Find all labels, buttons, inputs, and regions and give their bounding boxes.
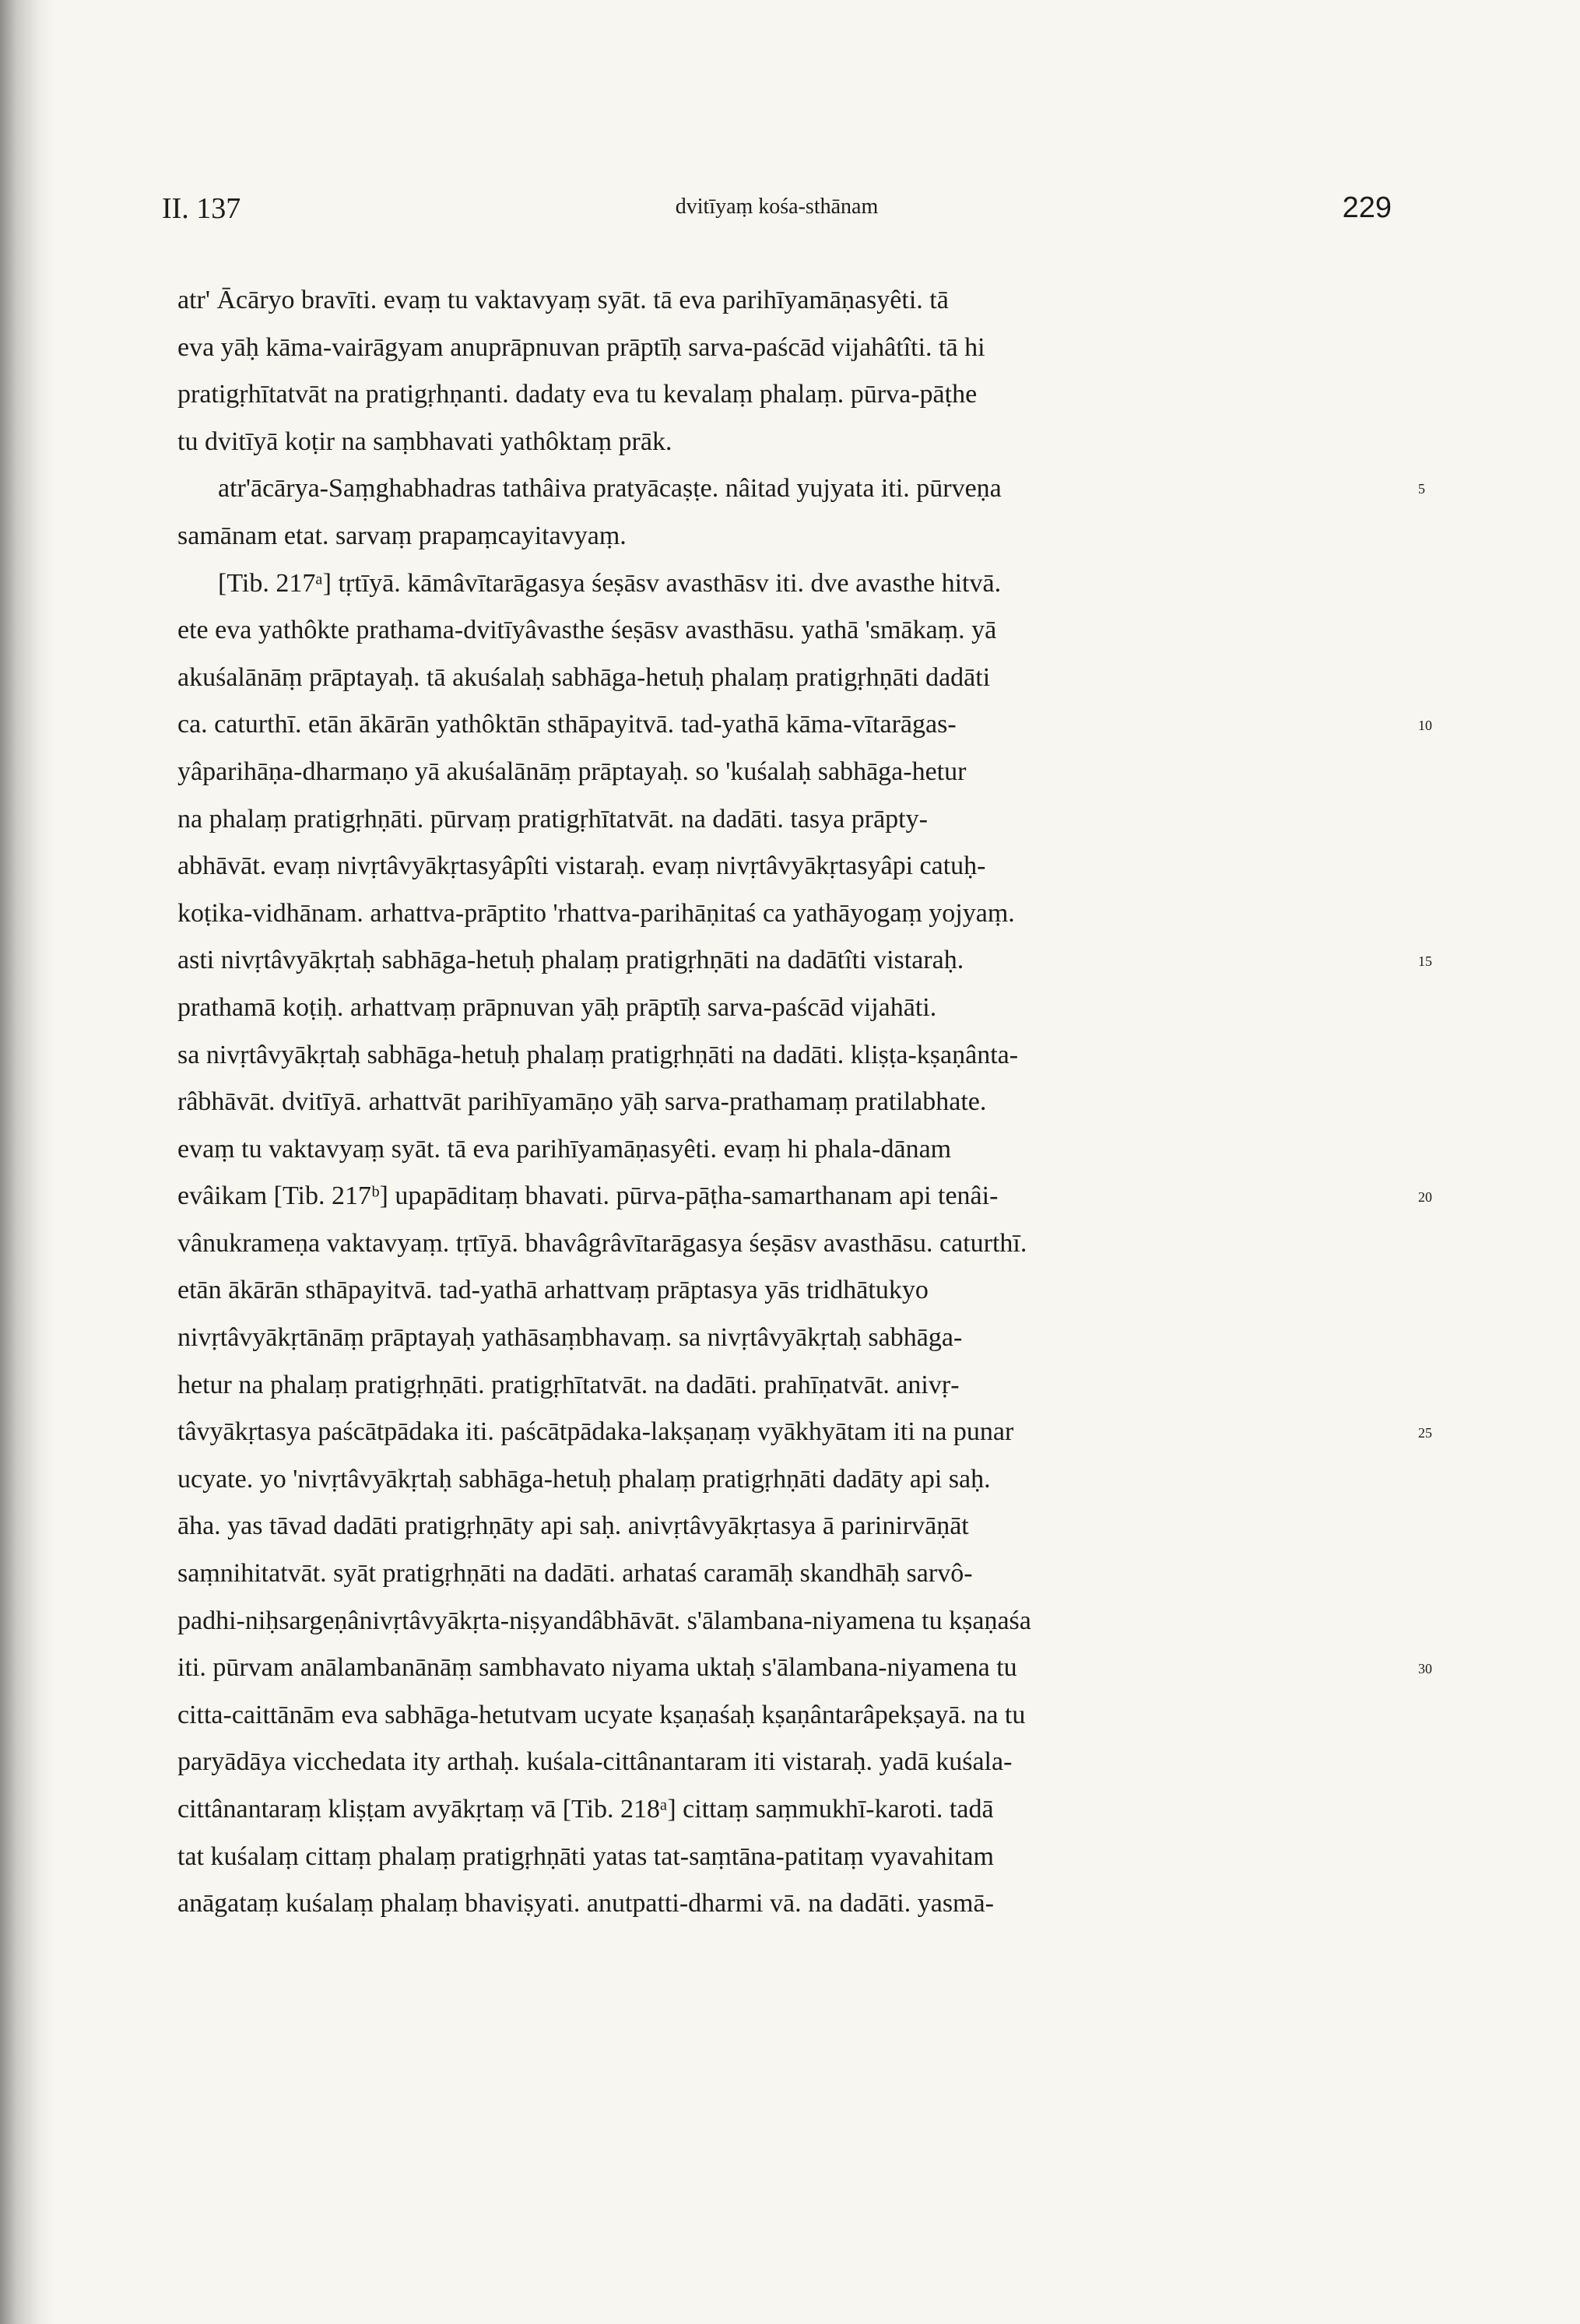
text-line: padhi-niḥsargeṇânivṛtâvyākṛta-niṣyandâbhāvāt. s'ālambana-niyamena tu kṣaṇaśa	[177, 1606, 1031, 1635]
text-line: paryādāya vicchedata ity arthaḥ. kuśala-cittânantaram iti vistaraḥ. yadā kuśala-	[177, 1747, 1013, 1777]
body-text	[177, 277, 1385, 1928]
text-line: tu dvitīyā koṭir na saṃbhavati yathôktaṃ prāk.	[177, 427, 672, 456]
running-title: dvitīyaṃ kośa-sthānam	[675, 195, 879, 219]
line-number: 20	[1418, 1189, 1432, 1205]
text-line: eva yāḥ kāma-vairāgyam anuprāpnuvan prāptīḥ sarva-paścād vijahâtîti. tā hi	[177, 332, 985, 362]
text-line: hetur na phalaṃ pratigṛhṇāti. pratigṛhītatvāt. na dadāti. prahīṇatvāt. anivṛ-	[177, 1370, 960, 1399]
text-line: atr'ācārya-Saṃghabhadras tathâiva pratyācaṣṭe. nâitad yujyata iti. pūrveṇa	[218, 474, 1002, 504]
text-line: ete eva yathôkte prathama-dvitīyâvasthe śeṣāsv avasthāsu. yathā 'smākaṃ. yā	[177, 616, 997, 645]
text-line: sa nivṛtâvyākṛtaḥ sabhāga-hetuḥ phalaṃ pratigṛhṇāti na dadāti. kliṣṭa-kṣaṇânta-	[177, 1040, 1019, 1069]
line-number: 25	[1418, 1425, 1432, 1441]
text-line: nivṛtâvyākṛtānāṃ prāptayaḥ yathāsaṃbhavaṃ. sa nivṛtâvyākṛtaḥ sabhāga-	[177, 1323, 963, 1353]
text-line: ca. caturthī. etān ākārān yathôktān sthāpayitvā. tad-yathā kāma-vītarāgas-	[177, 710, 957, 739]
text-line: evâikam [Tib. 217ᵇ] upapāditaṃ bhavati. pūrva-pāṭha-samarthanam api tenâi-	[177, 1181, 999, 1211]
section-reference: II. 137	[162, 192, 241, 225]
text-line: [Tib. 217ᵃ] tṛtīyā. kāmâvītarāgasya śeṣāsv avasthāsv iti. dve avasthe hitvā.	[218, 568, 1002, 598]
text-line: ucyate. yo 'nivṛtâvyākṛtaḥ sabhāga-hetuḥ phalaṃ pratigṛhṇāti dadāty api saḥ.	[177, 1464, 991, 1494]
text-line: saṃnihitatvāt. syāt pratigṛhṇāti na dadāti. arhataś caramāḥ skandhāḥ sarvô-	[177, 1559, 973, 1589]
text-line: yâparihāṇa-dharmaṇo yā akuśalānāṃ prāptayaḥ. so 'kuśalaḥ sabhāga-hetur	[177, 757, 967, 786]
scan-edge-shadow	[0, 0, 54, 2324]
text-line: anāgataṃ kuśalaṃ phalaṃ bhaviṣyati. anutpatti-dharmi vā. na dadāti. yasmā-	[177, 1889, 994, 1919]
line-number: 5	[1418, 481, 1425, 497]
page-number: 229	[1342, 191, 1392, 224]
text-line: vânukrameṇa vaktavyaṃ. tṛtīyā. bhavâgrâvītarāgasya śeṣāsv avasthāsu. caturthī.	[177, 1228, 1027, 1258]
text-line: asti nivṛtâvyākṛtaḥ sabhāga-hetuḥ phalaṃ pratigṛhṇāti na dadātîti vistaraḥ.	[177, 946, 964, 975]
line-number: 10	[1418, 718, 1432, 733]
text-line: na phalaṃ pratigṛhṇāti. pūrvaṃ pratigṛhītatvāt. na dadāti. tasya prāpty-	[177, 804, 928, 834]
line-number: 30	[1418, 1661, 1432, 1676]
page-header	[162, 191, 1392, 238]
text-line: abhāvāt. evaṃ nivṛtâvyākṛtasyâpîti vistaraḥ. evaṃ nivṛtâvyākṛtasyâpi catuḥ-	[177, 851, 986, 881]
text-line: citta-caittānām eva sabhāga-hetutvam ucyate kṣaṇaśaḥ kṣaṇântarâpekṣayā. na tu	[177, 1700, 1026, 1729]
text-line: āha. yas tāvad dadāti pratigṛhṇāty api saḥ. anivṛtâvyākṛtasya ā parinirvāṇāt	[177, 1511, 969, 1541]
text-line: prathamā koṭiḥ. arhattvaṃ prāpnuvan yāḥ prāptīḥ sarva-paścād vijahāti.	[177, 992, 937, 1022]
text-line: tat kuśalaṃ cittaṃ phalaṃ pratigṛhṇāti yatas tat-saṃtāna-patitaṃ vyavahitam	[177, 1841, 994, 1871]
text-line: râbhāvāt. dvitīyā. arhattvāt parihīyamāṇo yāḥ sarva-prathamaṃ pratilabhate.	[177, 1087, 987, 1117]
text-line: tâvyākṛtasya paścātpādaka iti. paścātpādaka-lakṣaṇaṃ vyākhyātam iti na punar	[177, 1417, 1014, 1447]
text-line: akuśalānāṃ prāptayaḥ. tā akuśalaḥ sabhāga-hetuḥ phalaṃ pratigṛhṇāti dadāti	[177, 662, 991, 692]
text-line: cittânantaraṃ kliṣṭam avyākṛtaṃ vā [Tib. 218ᵃ] cittaṃ saṃmukhī-karoti. tadā	[177, 1795, 994, 1824]
text-line: evaṃ tu vaktavyaṃ syāt. tā eva parihīyamāṇasyêti. evaṃ hi phala-dānam	[177, 1134, 952, 1164]
text-line: koṭika-vidhānam. arhattva-prāptito 'rhattva-parihāṇitaś ca yathāyogaṃ yojyaṃ.	[177, 898, 1015, 928]
text-line: etān ākārān sthāpayitvā. tad-yathā arhattvaṃ prāptasya yās tridhātukyo	[177, 1276, 929, 1305]
text-line: atr' Ācāryo bravīti. evaṃ tu vaktavyaṃ syāt. tā eva parihīyamāṇasyêti. tā	[177, 286, 949, 314]
line-number: 15	[1418, 953, 1432, 969]
text-line: iti. pūrvam anālambanānāṃ sambhavato niyama uktaḥ s'ālambana-niyamena tu	[177, 1653, 1017, 1683]
text-line: pratigṛhītatvāt na pratigṛhṇanti. dadaty eva tu kevalaṃ phalaṃ. pūrva-pāṭhe	[177, 380, 978, 409]
text-line: samānam etat. sarvaṃ prapaṃcayitavyaṃ.	[177, 521, 627, 550]
